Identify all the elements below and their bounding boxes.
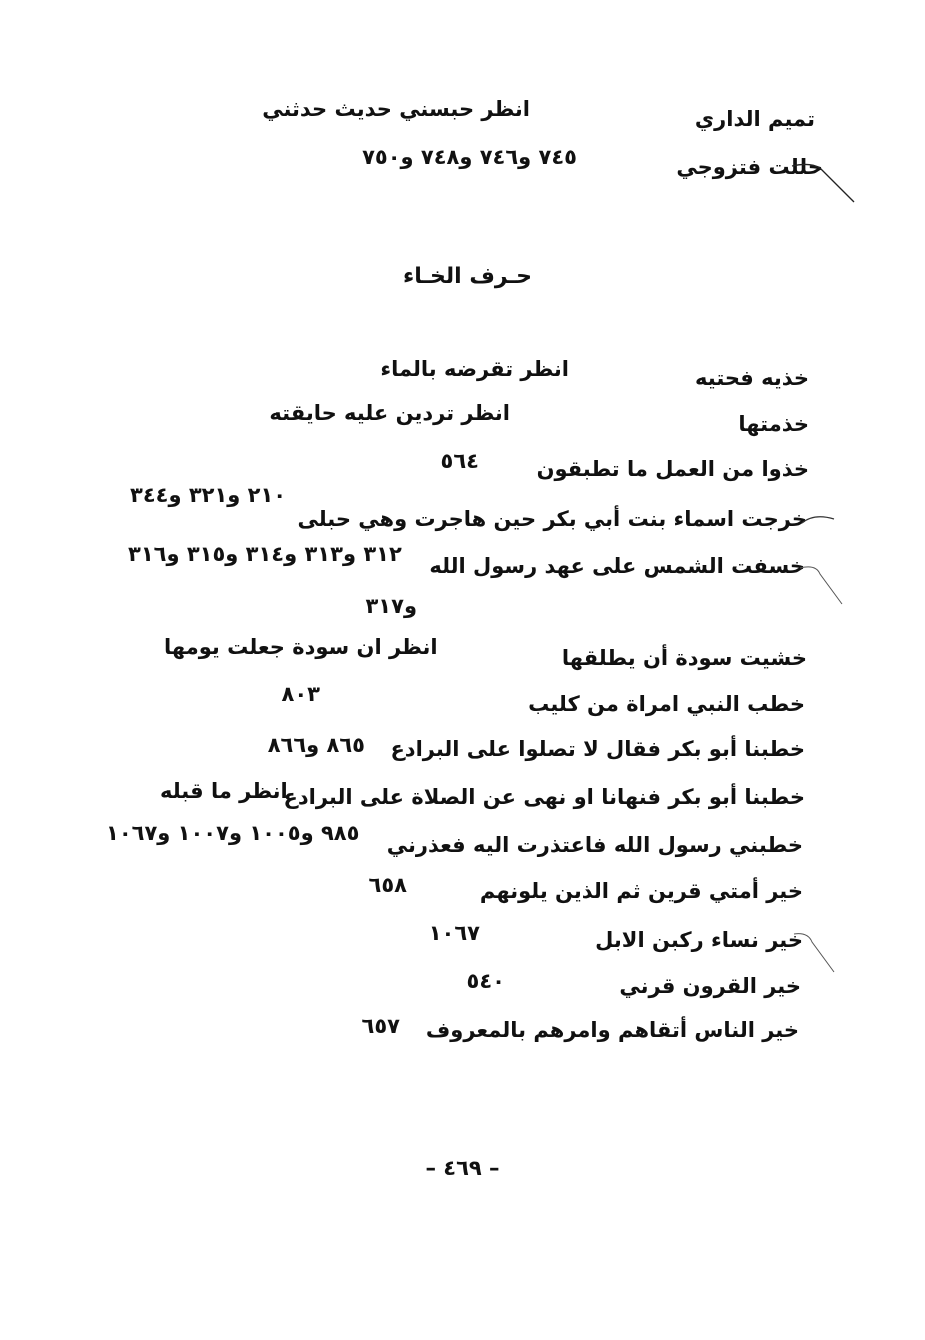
entry-reference-continued: و٣١٧	[365, 594, 417, 618]
entry-term: خذمتها	[738, 412, 809, 436]
entry-term: خسفت الشمس على عهد رسول الله	[429, 554, 805, 578]
entry-reference: ٣١٢ و٣١٣ و٣١٤ و٣١٥ و٣١٦	[128, 542, 402, 566]
entry-reference: انظر تردين عليه حايقته	[269, 401, 510, 425]
entry-term: خذيه فحتيه	[695, 366, 809, 390]
entry-reference: ٦٥٧	[361, 1014, 400, 1038]
section-heading: حـرف الخـاء	[403, 264, 532, 289]
entry-term: تميم الداري	[694, 107, 815, 131]
entry-reference: انظر تقرضه بالماء	[380, 357, 569, 381]
entry-term: خير أمتي قرين ثم الذين يلونهم	[479, 879, 803, 903]
entry-term: خطبني رسول الله فاعتذرت اليه فعذرني	[386, 833, 803, 857]
entry-term: خطبنا أبو بكر فنهانا او نهى عن الصلاة على البرادع	[283, 785, 805, 809]
pen-mark	[800, 505, 840, 535]
entry-reference: ٥٦٤	[440, 449, 479, 473]
entry-term: خشيت سودة أن يطلقها	[561, 646, 807, 670]
entry-reference: ٥٤٠	[466, 969, 505, 993]
entry-term: خطب النبي امراة من كليب	[528, 692, 805, 716]
entry-term: خذوا من العمل ما تطبقون	[536, 457, 809, 481]
entry-reference: ٩٨٥ و١٠٠٥ و١٠٠٧ و١٠٦٧	[106, 821, 360, 845]
entry-reference: انظر ان سودة جعلت يومها	[164, 635, 438, 659]
entry-reference: ٨٠٣	[281, 682, 320, 706]
entry-reference: ٨٦٥ و٨٦٦	[267, 733, 365, 757]
entry-reference: ٦٥٨	[368, 873, 407, 897]
entry-reference: انظر حبسني حديث حدثني	[262, 97, 530, 121]
entry-reference: ١٠٦٧	[428, 921, 480, 945]
entry-reference: ٢١٠ و٣٢١ و٣٤٤	[130, 483, 287, 507]
pen-mark	[790, 150, 860, 210]
entry-term: خطبنا أبو بكر فقال لا تصلوا على البرادع	[390, 737, 805, 761]
pen-mark	[792, 928, 842, 978]
entry-term: خير نساء ركبن الابل	[595, 928, 803, 952]
pen-mark	[798, 560, 848, 610]
entry-reference: ٧٤٥ و٧٤٦ و٧٤٨ و٧٥٠	[362, 145, 577, 169]
entry-term: خير القرون قرني	[619, 974, 801, 998]
entry-term: خرجت اسماء بنت أبي بكر حين هاجرت وهي حبلى	[297, 507, 807, 531]
entry-term: حللت فتزوجي	[676, 155, 823, 179]
entry-term: خير الناس أتقاهم وامرهم بالمعروف	[425, 1018, 799, 1042]
page-number: – ٤٦٩ –	[425, 1156, 500, 1180]
entry-reference: انظر ما قبله	[160, 779, 288, 803]
